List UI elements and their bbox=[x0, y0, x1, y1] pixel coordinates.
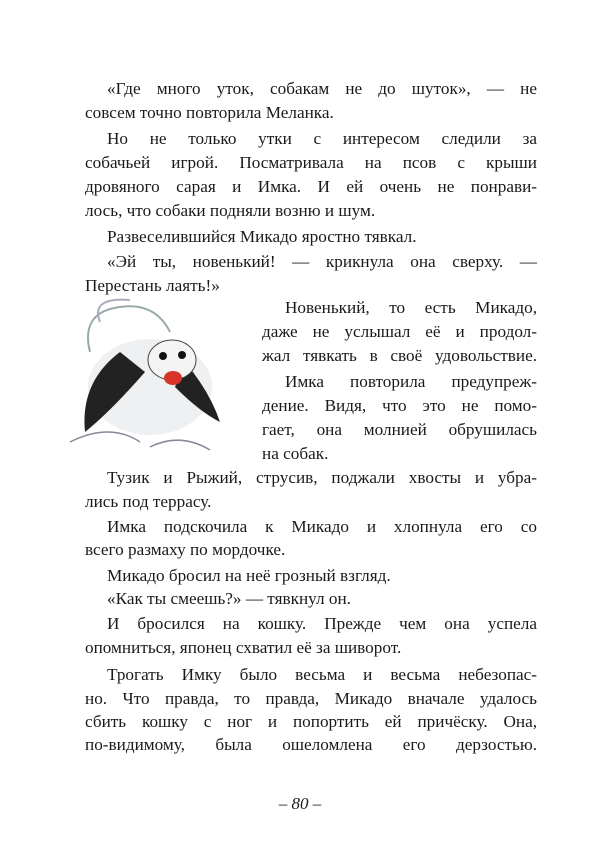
text-line: но. Что правда, то правда, Микадо вначале удалось bbox=[85, 689, 537, 708]
text-line: И бросился на кошку. Прежде чем она успела bbox=[107, 614, 537, 633]
text-line: лось, что собаки подняли возню и шум. bbox=[85, 201, 376, 220]
text-line: Развеселившийся Микадо яростно тявкал. bbox=[107, 227, 417, 246]
text-line: «Как ты смеешь?» — тявкнул он. bbox=[107, 589, 351, 608]
text-line: опомниться, японец схватил её за шиворот. bbox=[85, 638, 402, 657]
text-line: на собак. bbox=[262, 444, 329, 463]
text-line: собачьей игрой. Посматривала на псов с крыши bbox=[85, 153, 537, 172]
text-line: лись под террасу. bbox=[85, 492, 212, 511]
text-line: Имка подскочила к Микадо и хлопнула его со bbox=[107, 517, 537, 536]
text-line: дение. Видя, что это не помо- bbox=[262, 396, 537, 415]
text-line: гает, она молнией обрушилась bbox=[262, 420, 537, 439]
text-line: Имка повторила предупреж- bbox=[285, 372, 537, 391]
text-line: совсем точно повторила Меланка. bbox=[85, 103, 334, 122]
text-line: Перестань лаять!» bbox=[85, 276, 220, 295]
text-line: Тузик и Рыжий, струсив, поджали хвосты и убра- bbox=[107, 468, 537, 487]
text-line: даже не услышал её и продол- bbox=[262, 322, 537, 341]
text-line: Трогать Имку было весьма и весьма небезопас- bbox=[107, 665, 537, 684]
page-number: – 80 – bbox=[278, 794, 322, 813]
text-line: всего размаху по мордочке. bbox=[85, 540, 286, 559]
text-line: Но не только утки с интересом следили за bbox=[107, 129, 537, 148]
text-line: Новенький, то есть Микадо, bbox=[285, 298, 537, 317]
dog-illustration bbox=[60, 292, 230, 457]
text-line: Микадо бросил на неё грозный взгляд. bbox=[107, 566, 391, 585]
text-line: «Где много уток, собакам не до шуток», — не bbox=[107, 79, 537, 98]
text-line: жал тявкать в своё удовольствие. bbox=[262, 346, 537, 365]
text-line: сбить кошку с ног и попортить ей причёску. Она, bbox=[85, 712, 537, 731]
text-line: «Эй ты, новенький! — крикнула она сверху. — bbox=[107, 252, 537, 271]
text-line: по-видимому, была ошеломлена его дерзостью. bbox=[85, 735, 537, 754]
text-line: дровяного сарая и Имка. И ей очень не понрави- bbox=[85, 177, 537, 196]
